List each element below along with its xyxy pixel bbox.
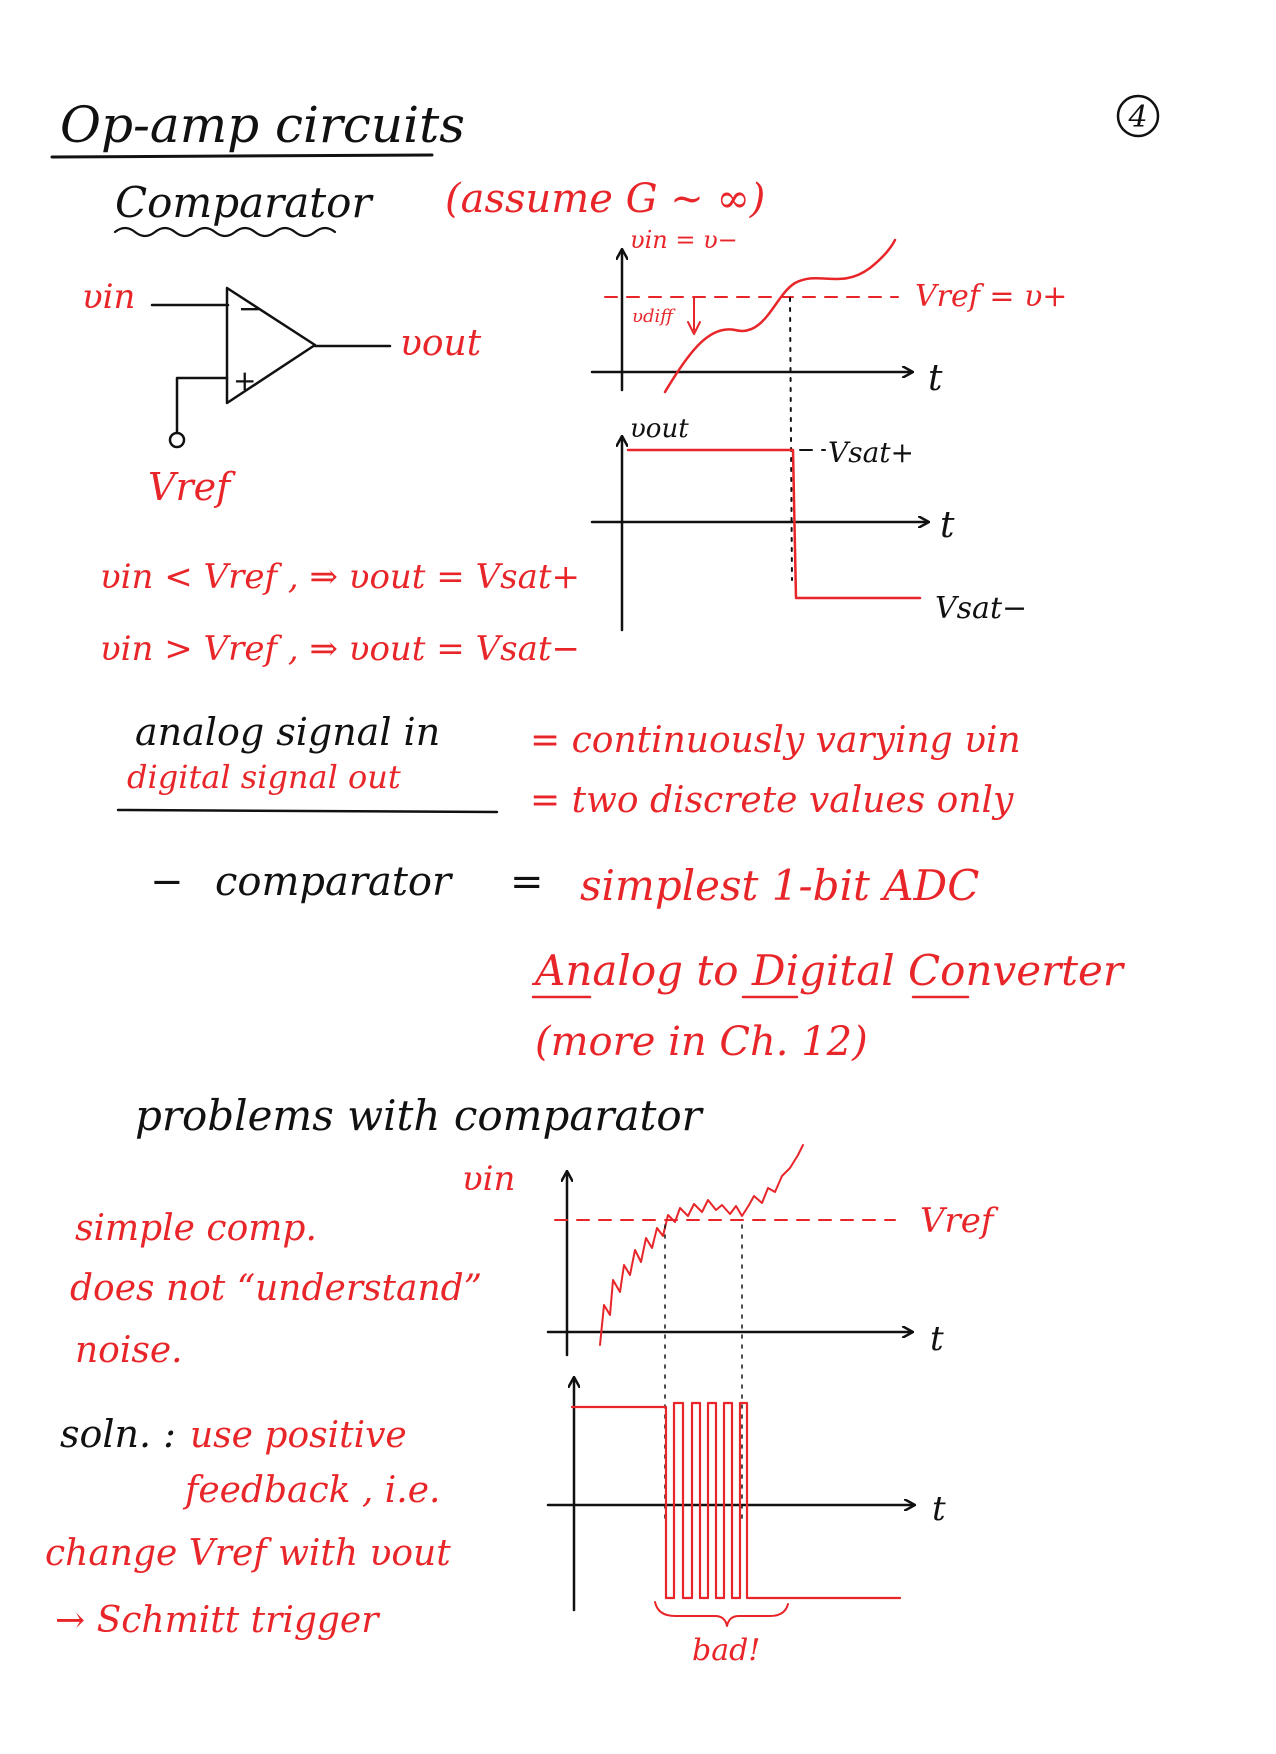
noise-text-line-2: does not “understand” xyxy=(70,1268,483,1309)
digital-signal-definition: = two discrete values only xyxy=(530,780,1014,821)
noisy-input-y-label: υin xyxy=(462,1159,516,1199)
adc-definition: simplest 1-bit ADC xyxy=(580,861,980,910)
analog-signal-label: analog signal in xyxy=(135,710,441,754)
page-title: Op-amp circuits xyxy=(60,96,465,154)
circuit-ref-terminal xyxy=(170,433,184,447)
comparator-input-graph xyxy=(592,226,1067,580)
chattering-output-graph xyxy=(548,1378,946,1668)
analog-signal-definition: = continuously varying υin xyxy=(530,720,1021,761)
solution-line-2: feedback , i.e. xyxy=(185,1470,441,1511)
digital-signal-label: digital signal out xyxy=(127,758,401,796)
page-number: 4 xyxy=(1128,100,1148,135)
circuit-ref-label: Vref xyxy=(148,465,231,509)
circuit-input-label: υin xyxy=(82,277,136,317)
bad-label: bad! xyxy=(692,1633,761,1668)
adc-expansion: Analog to Digital Converter xyxy=(535,946,1123,995)
input-graph-diff-label: υdiff xyxy=(632,306,673,327)
comparator-heading-wavy-underline xyxy=(115,228,335,236)
noisy-input-ref-label: Vref xyxy=(920,1201,994,1241)
opamp-plus-sign: + xyxy=(233,364,257,397)
noisy-input-signal xyxy=(600,1145,803,1345)
output-graph-signal xyxy=(628,450,920,598)
title-underline xyxy=(52,155,432,157)
solution-label: soln. : xyxy=(60,1412,176,1456)
output-graph-x-label: t xyxy=(940,505,955,546)
input-graph-signal-curve xyxy=(665,240,895,392)
problems-heading: problems with comparator xyxy=(135,1091,702,1140)
comparator-output-graph xyxy=(592,414,1027,630)
comparator-assumption: (assume G ~ ∞) xyxy=(445,176,766,222)
adc-equals: = xyxy=(510,859,544,905)
input-graph-ref-label: Vref = υ+ xyxy=(915,279,1068,314)
bad-brace xyxy=(655,1602,788,1626)
comparator-rule-2: υin > Vref , ⇒ υout = Vsat− xyxy=(100,629,581,669)
input-graph-x-label: t xyxy=(928,358,943,399)
output-graph-high-label: Vsat+ xyxy=(828,436,914,469)
solution-line-4: → Schmitt trigger xyxy=(55,1600,379,1641)
solution-line-1: use positive xyxy=(190,1415,407,1456)
solution-line-3: change Vref with υout xyxy=(45,1533,451,1574)
adc-note: (more in Ch. 12) xyxy=(535,1019,868,1065)
noisy-input-graph xyxy=(462,1145,999,1520)
comparator-circuit xyxy=(82,277,482,509)
noisy-input-x-label: t xyxy=(930,1319,944,1359)
noise-text-line-3: noise. xyxy=(75,1330,183,1371)
opamp-minus-sign: − xyxy=(238,292,262,325)
circuit-ref-wire xyxy=(177,378,227,432)
crossing-marker-line xyxy=(790,298,792,580)
input-graph-y-label: υin = υ− xyxy=(630,226,738,254)
output-graph-y-label: υout xyxy=(630,414,689,444)
chattering-output-signal xyxy=(572,1403,900,1598)
adc-comparator-label: comparator xyxy=(215,859,452,905)
output-graph-low-label: Vsat− xyxy=(935,591,1028,626)
chattering-output-x-label: t xyxy=(932,1489,946,1529)
comparator-heading: Comparator xyxy=(115,178,372,227)
signal-divider-line xyxy=(118,810,497,812)
circuit-output-label: υout xyxy=(400,323,482,364)
comparator-rule-1: υin < Vref , ⇒ υout = Vsat+ xyxy=(100,557,581,597)
noise-text-line-1: simple comp. xyxy=(75,1208,317,1249)
adc-bullet: − xyxy=(150,859,184,905)
